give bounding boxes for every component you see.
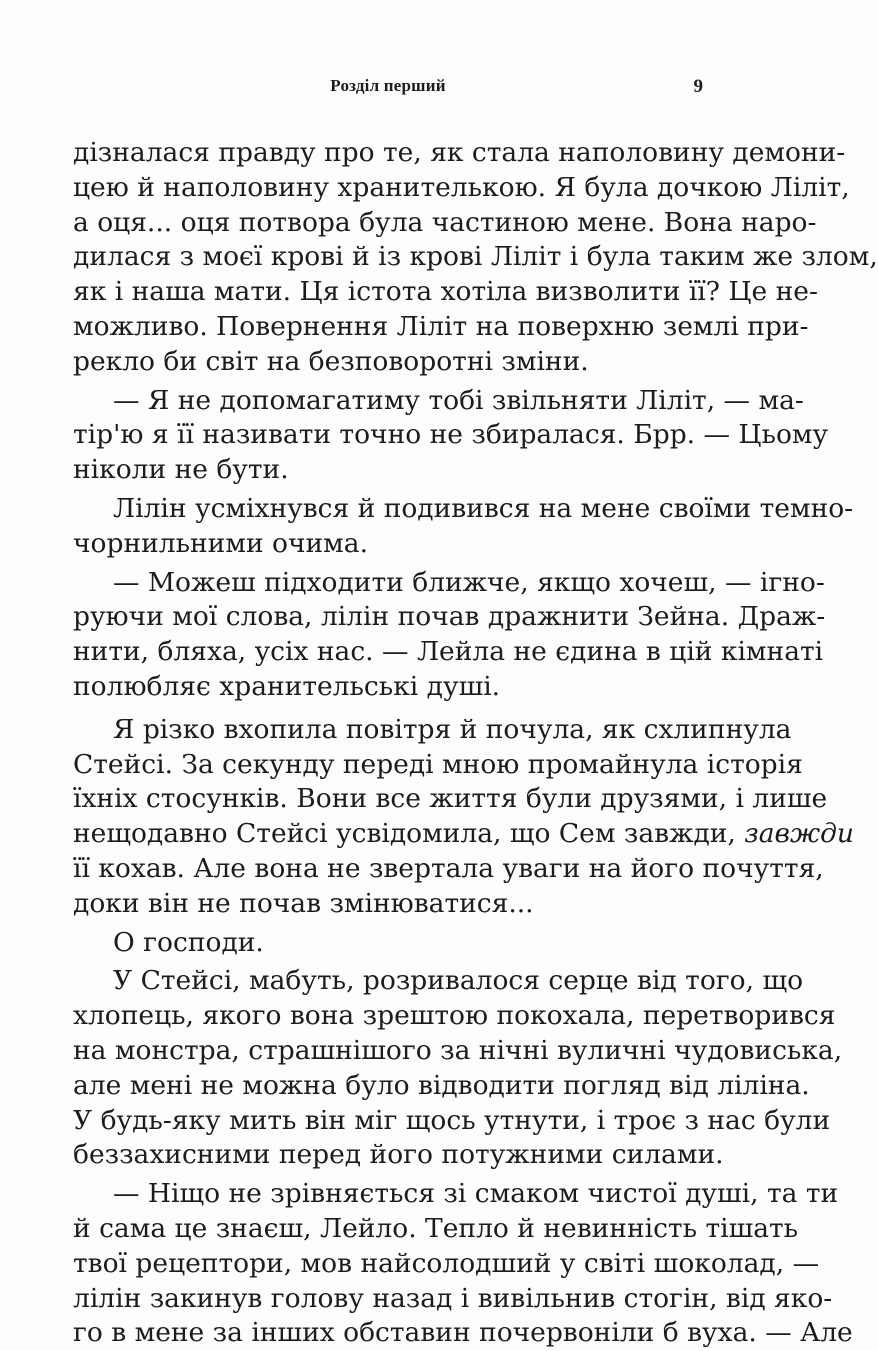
- text-line: й сама це знаєш, Лейло. Тепло й невинність тішать: [73, 1212, 799, 1244]
- text-line: на монстра, страшнішого за нічні вуличні чудовиська,: [73, 1034, 843, 1066]
- text-line: доки він не почав змінюватися...: [73, 887, 534, 919]
- text-line: дізналася правду про те, як стала наполовину демони-: [73, 137, 846, 168]
- text-line: — Можеш підходити ближче, якщо хочеш, — ігно-: [113, 566, 825, 598]
- text-line: дилася з моєї крові й із крові Ліліт і була таким же злом,: [73, 241, 878, 273]
- text-line: рекло би світ на безповоротні зміни.: [73, 345, 589, 377]
- text-line: тір'ю я її називати точно не збиралася. Брр. — Цьому: [73, 419, 829, 451]
- text-line: У будь-яку мить він міг щось утнути, і троє з нас були: [73, 1104, 831, 1136]
- text-line-with-emphasis: [73, 817, 854, 852]
- text-line: чорнильними очима.: [73, 527, 369, 559]
- text-line: го в мене за інших обставин почервоніли б вуха. — Але: [73, 1317, 853, 1349]
- page-number: 9: [693, 76, 703, 97]
- text-line: Лілін усміхнувся й подивився на мене своїми темно-: [113, 492, 854, 524]
- text-line: Я різко вхопила повітря й почула, як схлипнула: [113, 713, 792, 745]
- text-line: руючи мої слова, лілін почав дражнити Зейна. Драж-: [73, 601, 826, 633]
- text-line: їхніх стосунків. Вони все життя були друзями, і лише: [73, 783, 828, 815]
- text-line: О господи.: [113, 926, 264, 958]
- text-line: як і наша мати. Ця істота хотіла визволити її? Це не-: [73, 276, 818, 308]
- text-line: лілін закинув голову назад і вивільнив стогін, від яко-: [73, 1282, 833, 1314]
- text-line: нити, бляха, усіх нас. — Лейла не єдина в цій кімнаті: [73, 636, 824, 668]
- text-line: — Я не допомагатиму тобі звільняти Ліліт, — ма-: [113, 384, 804, 416]
- text-line: цею й наполовину хранителькою. Я була дочкою Ліліт,: [73, 171, 850, 203]
- text-line: твої рецептори, мов найсолодший у світі шоколад, —: [73, 1247, 820, 1279]
- text-line: Стейсі. За секунду переді мною промайнула історія: [73, 748, 803, 780]
- text-line: ніколи не бути.: [73, 454, 289, 486]
- text-line: а оця... оця потвора була частиною мене. Вона наро-: [73, 206, 817, 238]
- text-line: У Стейсі, мабуть, розривалося серце від того, що: [113, 965, 804, 997]
- text-line: але мені не можна було відводити погляд від ліліна.: [73, 1069, 810, 1101]
- body-text: [73, 136, 878, 1351]
- text-run: нещодавно Стейсі усвідомила, що Сем завжди,: [73, 818, 736, 850]
- text-line: полюбляє хранительські душі.: [73, 670, 501, 702]
- chapter-title: Розділ перший: [330, 76, 446, 95]
- emphasis-word: завжди: [744, 818, 854, 850]
- text-line: можливо. Повернення Ліліт на поверхню землі при-: [73, 310, 809, 342]
- text-line: хлопець, якого вона зрештою покохала, перетворився: [73, 1000, 836, 1032]
- text-line: беззахисними перед його потужними силами.: [73, 1139, 724, 1171]
- text-line: її кохав. Але вона не звертала уваги на його почуття,: [73, 852, 824, 884]
- text-line: — Ніщо не зрівняється зі смаком чистої душі, та ти: [113, 1178, 839, 1210]
- running-head: [73, 76, 703, 100]
